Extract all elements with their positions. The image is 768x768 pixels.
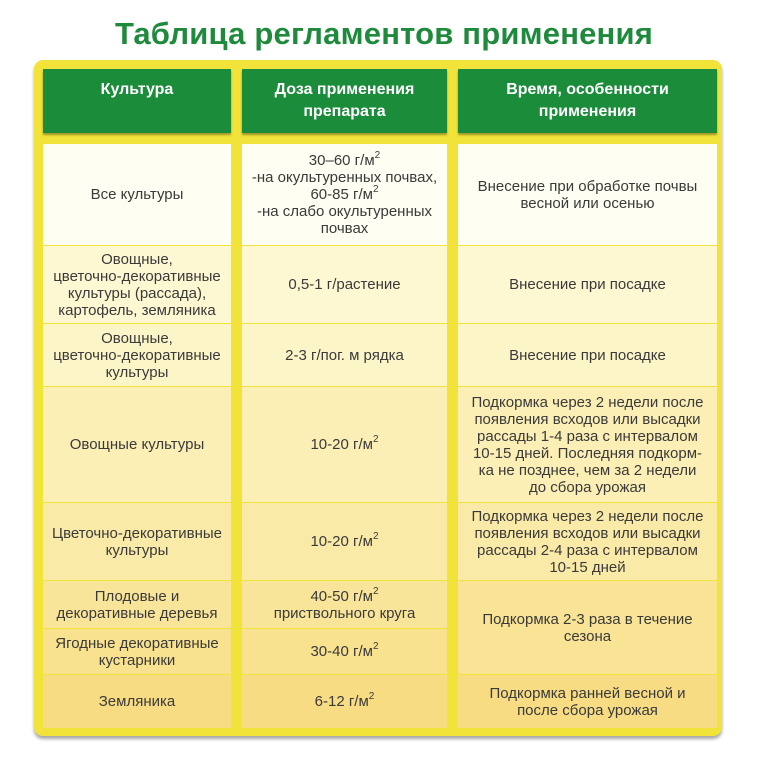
cell-text-line: культуры (рассада),	[67, 284, 207, 302]
cell-text-line: Цветочно-декоративные	[51, 524, 223, 542]
row8-time	[458, 675, 717, 728]
cell-text-line: до сбора урожая	[529, 478, 646, 496]
row7-culture	[43, 629, 231, 674]
row5-time	[458, 503, 717, 580]
cell-text-line: кустарники	[98, 651, 176, 669]
cell-text-line: 10-15 дней. Последняя подкорм-	[472, 444, 703, 462]
row4-time	[458, 387, 717, 502]
header-dose	[242, 69, 447, 133]
cell-text-line: Внесение при обработке почвы	[477, 177, 698, 195]
row1-time	[458, 144, 717, 245]
cell-text-line: 60-85 $г/м^2$	[310, 184, 379, 203]
cell-text-line: декоративные деревья	[56, 604, 218, 622]
row8-culture	[43, 675, 231, 728]
cell-text-line: 30-40 $г/м^2$	[310, 641, 379, 660]
header-culture	[43, 69, 231, 133]
cell-text-line: Подкормка через 2 недели после	[471, 507, 704, 525]
row3-culture	[43, 324, 231, 386]
cell-text-line: Земляника	[98, 693, 176, 710]
cell-text-line: появления всходов или высадки	[474, 524, 701, 542]
row6-culture	[43, 581, 231, 628]
cell-text-line: -на слабо окультуренных	[256, 203, 433, 220]
cell-text-line: ка не позднее, чем за 2 недели	[478, 461, 697, 479]
row2-time	[458, 246, 717, 323]
cell-text-line: культуры	[105, 363, 169, 381]
cell-text-line: -на окультуренных почвах,	[251, 169, 438, 186]
cell-text-line: приствольного круга	[273, 604, 416, 622]
cell-text-line: цветочно-декоративные	[53, 346, 221, 364]
cell-text-line: применения	[538, 103, 637, 120]
cell-text-line: рассады 1-4 раза с интервалом	[477, 427, 698, 445]
cell-text-line: весной или осенью	[520, 194, 655, 212]
header-time	[458, 69, 717, 133]
row6-7-time	[458, 581, 717, 674]
cell-text-line: Время, особенности	[506, 81, 669, 98]
cell-text-line: Подкормка 2-3 раза в течение	[482, 610, 693, 628]
cell-text-line: 40-50 $г/м^2$	[310, 585, 379, 605]
cell-text-line: сезона	[563, 627, 612, 645]
row2-dose	[242, 246, 447, 323]
row3-dose	[242, 324, 447, 386]
cell-text-line: почвах	[320, 220, 369, 237]
cell-text-line: культуры	[105, 541, 169, 559]
row4-dose	[242, 387, 447, 502]
cell-text-line: 10-20 $г/м^2$	[310, 531, 379, 550]
cell-text-line: картофель, земляника	[58, 301, 216, 319]
cell-text-line: рассады 2-4 раза с интервалом	[477, 541, 698, 559]
cell-text-line: 0,5-1 г/растение	[288, 276, 401, 293]
regulations-table	[34, 60, 722, 736]
cell-text-line: Культура	[100, 81, 174, 98]
cell-text-line: цветочно-декоративные	[53, 267, 221, 285]
row4-culture	[43, 387, 231, 502]
cell-text-line: Доза применения	[274, 81, 415, 98]
cell-text-line: Подкормка через 2 недели после	[471, 393, 704, 411]
cell-text-line: Все культуры	[90, 186, 184, 203]
row5-dose	[242, 503, 447, 580]
cell-text-line: Плодовые и	[94, 587, 180, 605]
cell-text-line: Подкормка ранней весной и	[489, 684, 686, 702]
row1-culture	[43, 144, 231, 245]
cell-text-line: Овощные,	[101, 250, 173, 268]
cell-text-line: препарата	[303, 103, 386, 120]
cell-text-line: Овощные культуры	[69, 436, 205, 453]
row8-dose	[242, 675, 447, 728]
row7-dose	[242, 629, 447, 674]
cell-text-line: Ягодные декоративные	[55, 634, 219, 652]
row1-dose	[242, 144, 447, 245]
page-title: Таблица регламентов применения	[114, 16, 654, 51]
row2-culture	[43, 246, 231, 323]
cell-text-line: 10-20 $г/м^2$	[310, 434, 379, 453]
cell-text-line: 10-15 дней	[549, 558, 626, 576]
cell-text-line: 2-3 г/пог. м рядка	[285, 346, 404, 364]
row5-culture	[43, 503, 231, 580]
cell-text-line: Овощные,	[101, 329, 173, 347]
cell-text-line: 6-12 $г/м^2$	[314, 691, 375, 710]
row3-time	[458, 324, 717, 386]
cell-text-line: Внесение при посадке	[509, 346, 666, 364]
cell-text-line: появления всходов или высадки	[474, 410, 701, 428]
cell-text-line: после сбора урожая	[517, 701, 658, 719]
cell-text-line: 30–60 $г/м^2$	[308, 150, 381, 169]
cell-text-line: Внесение при посадке	[509, 276, 666, 293]
row6-dose	[242, 581, 447, 628]
